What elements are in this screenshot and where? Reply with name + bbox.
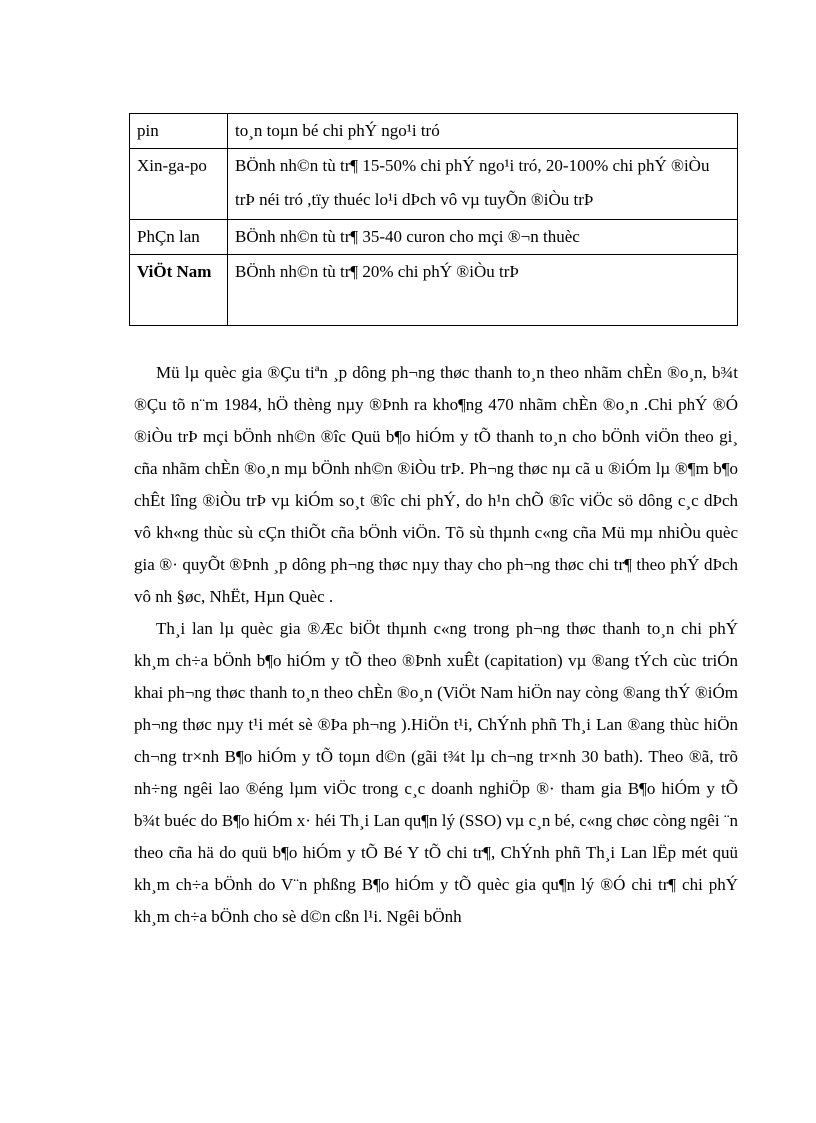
description-cell: to¸n toµn bé chi phÝ ngo¹i tró: [228, 114, 738, 149]
country-cell: Xin-ga-po: [130, 149, 228, 220]
table-row: [130, 149, 738, 220]
paragraph: Th¸i lan lµ quèc gia ®Æc biÖt thµnh c«ng trong ph¬ng thøc thanh to¸n chi phÝ kh¸m ch÷a bÖnh b¶o hiÓm y tÕ theo ®Þnh xuÊt (capitation) vµ ®ang tÝch cùc triÓn khai ph¬ng thøc thanh to¸n theo chÈn ®o¸n (ViÖt Nam hiÖn nay còng ®ang thÝ ®iÓm ph¬ng thøc nµy t¹i mét sè ®Þa ph¬ng ).HiÖn t¹i, ChÝnh phñ Th¸i Lan ®ang thùc hiÖn ch¬ng tr×nh B¶o hiÓm y tÕ toµn d©n (gãi t¾t lµ ch¬ng tr×nh 30 bath). Theo ®ã, trõ nh÷ng ngêi lao ®éng lµm viÖc trong c¸c doanh nghiÖp ®· tham gia B¶o hiÓm y tÕ b¾t buéc do B¶o hiÓm x· héi Th¸i Lan qu¶n lý (SSO) vµ c¸n bé, c«ng chøc còng ngêi ¨n theo cña hä do quü b¶o hiÓm y tÕ Bé Y tÕ chi tr¶, ChÝnh phñ Th¸i Lan lËp mét quü kh¸m ch÷a bÖnh do V¨n phßng B¶o hiÓm y tÕ quèc gia qu¶n lý ®Ó chi tr¶ chi phÝ kh¸m ch÷a bÖnh cho sè d©n cßn l¹i. Ngêi bÖnh: [134, 619, 738, 926]
description-cell: BÖnh nh©n tù tr¶ 20% chi phÝ ®iÒu trÞ: [228, 255, 738, 326]
paragraph: Mü lµ quèc gia ®Çu tiªn ¸p dông ph¬ng thøc thanh to¸n theo nhãm chÈn ®o¸n, b¾t ®Çu tõ n¨m 1984, hÖ thèng nµy ®Þnh ra kho¶ng 470 nhãm chÈn ®o¸n .Chi phÝ ®Ó ®iÒu trÞ mçi bÖnh nh©n ®îc Quü b¶o hiÓm y tÕ thanh to¸n cho bÖnh viÖn theo gi¸ cña nhãm chÈn ®o¸n mµ bÖnh nh©n ®iÒu trÞ. Ph¬ng thøc nµ cã u ®iÓm lµ ®¶m b¶o chÊt lîng ®iÒu trÞ vµ kiÓm so¸t ®îc chi phÝ, do h¹n chÕ ®îc viÖc sö dông c¸c dÞch vô kh«ng thùc sù cÇn thiÕt cña bÖnh viÖn. Tõ sù thµnh c«ng cña Mü mµ nhiÒu quèc gia ®· quyÕt ®Þnh ¸p dông ph¬ng thøc nµy thay cho ph¬ng thøc chi tr¶ theo phÝ dÞch vô nh §øc, NhËt, Hµn Quèc .: [134, 363, 738, 606]
description-cell: BÖnh nh©n tù tr¶ 35-40 curon cho mçi ®¬n thuèc: [228, 220, 738, 255]
table-row: [130, 220, 738, 255]
country-cell: pin: [130, 114, 228, 149]
description-cell: BÖnh nh©n tù tr¶ 15-50% chi phÝ ngo¹i tró, 20-100% chi phÝ ®iÒu trÞ néi tró ,tïy thuéc lo¹i dÞch vô vµ tuyÕn ®iÒu trÞ: [228, 149, 738, 220]
payment-comparison-table: [129, 113, 738, 326]
country-cell: PhÇn lan: [130, 220, 228, 255]
body-text: [134, 357, 738, 933]
country-cell: ViÖt Nam: [130, 255, 228, 326]
table-row: [130, 114, 738, 149]
table-row: [130, 255, 738, 326]
